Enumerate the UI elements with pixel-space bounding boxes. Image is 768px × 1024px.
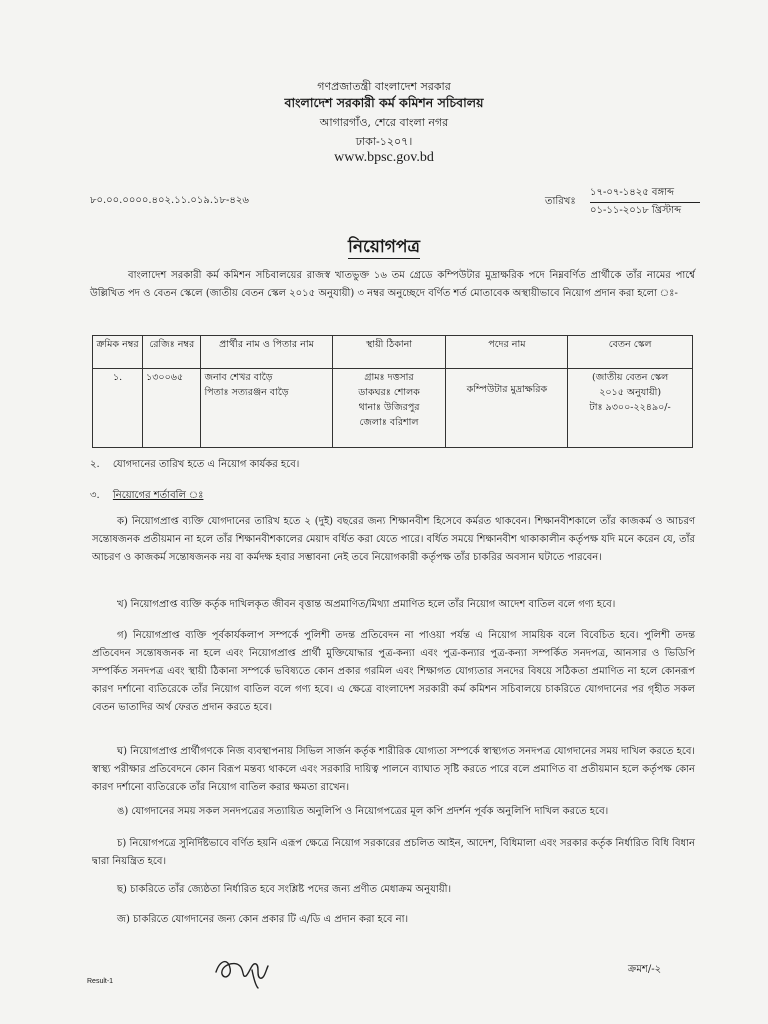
table-header-row [93, 336, 693, 369]
condition-gha: ঘ) নিয়োগপ্রাপ্ত প্রার্থীগণকে নিজ ব্যবস্থাপনায় সিভিল সার্জন কর্তৃক শারীরিক যোগ্যতা সম্পর্কে স্বাস্থ্যগত সনদপত্র যোগদানের সময় দাখিল করতে হবে। স্বাস্থ্য পরীক্ষার প্রতিবেদনে কোন বিরূপ মন্তব্য থাকলে এবং সরকারি দায়িত্ব পালনে ব্যাঘাত সৃষ্টি করতে পারে বলে প্রমাণিত বা প্রতীয়মান হলে কর্তৃপক্ষ কোন কারণ দর্শানো ব্যতিরেকে তাঁর নিয়োগ বাতিল করার ক্ষমতা রাখেন। [92, 746, 695, 793]
date-english: ০১-১১-২০১৮ খ্রিস্টাব্দ [590, 205, 682, 216]
col-header-name: প্রার্থীর নাম ও পিতার নাম [201, 336, 332, 369]
address-village: গ্রামঃ দত্তসার [364, 372, 414, 383]
point-3 [90, 487, 203, 505]
document-title [0, 234, 768, 262]
scale-line-2: ২০১৫ অনুযায়ী) [599, 387, 662, 398]
header-govt-line: গণপ্রজাতন্ত্রী বাংলাদেশ সরকার [317, 80, 451, 93]
condition-ja: জ) চাকরিতে যোগদানের জন্য কোন প্রকার টি এ/ডি এ প্রদান করা হবে না। [117, 914, 409, 925]
point-2 [90, 456, 299, 474]
condition-kha: খ) নিয়োগপ্রাপ্ত ব্যক্তি কর্তৃক দাখিলকৃত জীবন বৃত্তান্ত অপ্রমাণিত/মিথ্যা প্রমাণিত হলে তাঁর নিয়োগ আদেশ বাতিল বলে গণ্য হবে। [117, 599, 616, 610]
table-row [93, 369, 693, 448]
point-3-heading: নিয়োগের শর্তাবলি ঃ [112, 490, 204, 501]
header-city-line: ঢাকা-১২০৭। [355, 135, 413, 148]
condition-umo: ঙ) যোগদানের সময় সকল সনদপত্রের সত্যায়িত অনুলিপি ও নিয়োগপত্রের মূল কপি প্রদর্শন পূর্বক অনুলিপি দাখিল করতে হবে। [117, 806, 609, 817]
signature-mark [212, 950, 274, 990]
address-post-office: ডাকঘরঃ শোলক [358, 387, 420, 398]
cell-scale [568, 369, 693, 448]
continued-marker: ক্রমশ/-২ [628, 964, 662, 975]
col-header-address: স্থায়ী ঠিকানা [332, 336, 446, 369]
candidate-father: পিতাঃ সত্যরঞ্জন বাড়ৈ [204, 387, 289, 398]
cell-reg-no: ১৩০০৬৫ [143, 369, 201, 448]
result-label: Result-1 [87, 978, 114, 985]
date-block [590, 185, 700, 219]
memo-number: ৮০.০০.০০০০.৪০২.১১.০১৯.১৮-৪২৬ [90, 195, 249, 206]
cell-serial: ১. [93, 369, 143, 448]
col-header-post: পদের নাম [446, 336, 568, 369]
condition-ka: ক) নিয়োগপ্রাপ্ত ব্যক্তি যোগদানের তারিখ হতে ২ (দুই) বছরের জন্য শিক্ষানবীশ হিসেবে কর্মরত থাকবেন। শিক্ষানবীশকালে তাঁর কাজকর্ম ও আচরণ সন্তোষজনক প্রতীয়মান না হলে তাঁর শিক্ষানবীশকালের মেয়াদ বর্ধিত করা যেতে পারে। বর্ধিত সময়ে শিক্ষানবীশ থাকাকালীন কর্তৃপক্ষ যদি মনে করেন যে, তাঁর আচরণ ও কাজকর্ম সন্তোষজনক নয় বা কর্মদক্ষ হবার সম্ভাবনা নেই তবে নিয়োগকারী কর্তৃপক্ষ তাঁর চাকরির অবসান ঘটাতে পারবেন। [92, 516, 695, 563]
address-district: জেলাঃ বরিশাল [359, 417, 419, 428]
col-header-reg: রেজিঃ নম্বর [143, 336, 201, 369]
scale-line-3: টাঃ ৯৩০০-২২৪৯০/- [589, 402, 671, 413]
cell-name [201, 369, 332, 448]
header-address-line: আগারগাঁও, শেরে বাংলা নগর [319, 116, 449, 129]
address-thana: থানাঃ উজিরপুর [358, 402, 420, 413]
point-3-number: ৩. [90, 490, 100, 501]
date-bangla: ১৭-০৭-১৪২৫ বঙ্গাব্দ [590, 185, 700, 203]
header-website: www.bpsc.gov.bd [334, 150, 434, 165]
header-commission-name: বাংলাদেশ সরকারী কর্ম কমিশন সচিবালয় [284, 95, 484, 110]
condition-chha: ছ) চাকরিতে তাঁর জ্যেষ্ঠতা নির্ধারিত হবে সংশ্লিষ্ট পদের জন্য প্রণীত মেধাক্রম অনুযায়ী। [117, 884, 452, 895]
condition-cha: চ) নিয়োগপত্রে সুনির্দিষ্টভাবে বর্ণিত হয়নি এরূপ ক্ষেত্রে নিয়োগ সরকারের প্রচলিত আইন, আদেশ, বিধিমালা এবং সরকার কর্তৃক নির্ধারিত বিধি বিধান দ্বারা নিয়ন্ত্রিত হবে। [92, 838, 695, 867]
point-2-text: যোগদানের তারিখ হতে এ নিয়োগ কার্যকর হবে। [112, 459, 300, 470]
condition-ga: গ) নিয়োগপ্রাপ্ত ব্যক্তি পূর্বকার্যকলাপ সম্পর্কে পুলিশী তদন্ত প্রতিবেদন না পাওয়া পর্যন্ত এ নিয়োগ সাময়িক বলে বিবেচিত হবে। পুলিশী তদন্ত প্রতিবেদন সন্তোষজনক না হলে এবং নিয়োগপ্রাপ্ত প্রার্থী মুক্তিযোদ্ধার পুত্র-কন্যা এবং পুত্র-কন্যার পুত্র-কন্যা সম্পর্কিত সনদপত্র, আনসার ও ভিডিপি সম্পর্কিত সনদপত্র এবং স্থায়ী ঠিকানা সম্পর্কে ভবিষ্যতে কোন প্রকার গরমিল এবং শিক্ষাগত যোগ্যতার সনদের বিষয়ে সঠিকতা প্রমাণিত না হলে কোনরূপ কারণ দর্শানো ব্যতিরেকে তাঁর নিয়োগ বাতিল বলে গণ্য হবে। এ ক্ষেত্রে বাংলাদেশ সরকারী কর্ম কমিশন সচিবালয়ে চাকরিতে যোগদানের পর গৃহীত সকল বেতন ভাতাদির অর্থ ফেরত প্রদান করতে হবে। [92, 630, 695, 713]
col-header-serial: ক্রমিক নম্বর [93, 336, 143, 369]
cell-address [332, 369, 446, 448]
date-label: তারিখঃ [545, 196, 576, 207]
intro-paragraph: বাংলাদেশ সরকারী কর্ম কমিশন সচিবালয়ের রাজস্ব খাতভুক্ত ১৬ তম গ্রেডে কম্পিউটার মুদ্রাক্ষরিক পদে নিম্নবর্ণিত প্রার্থীকে তাঁর নামের পার্শ্বে উল্লিখিত পদ ও বেতন স্কেলে (জাতীয় বেতন স্কেল ২০১৫ অনুযায়ী) ৩ নম্বর অনুচ্ছেদে বর্ণিত শর্ত মোতাবেক অস্থায়ীভাবে নিয়োগ প্রদান করা হলো ঃ- [90, 270, 695, 299]
scale-line-1: (জাতীয় বেতন স্কেল [592, 372, 669, 383]
cell-post: কম্পিউটার মুদ্রাক্ষরিক [446, 369, 568, 448]
col-header-scale: বেতন স্কেল [568, 336, 693, 369]
document-title-text: নিয়োগপত্র [348, 237, 420, 257]
candidate-name: জনাব শেখর বাড়ৈ [204, 372, 273, 383]
candidate-table [92, 335, 693, 448]
point-2-number: ২. [90, 459, 100, 470]
